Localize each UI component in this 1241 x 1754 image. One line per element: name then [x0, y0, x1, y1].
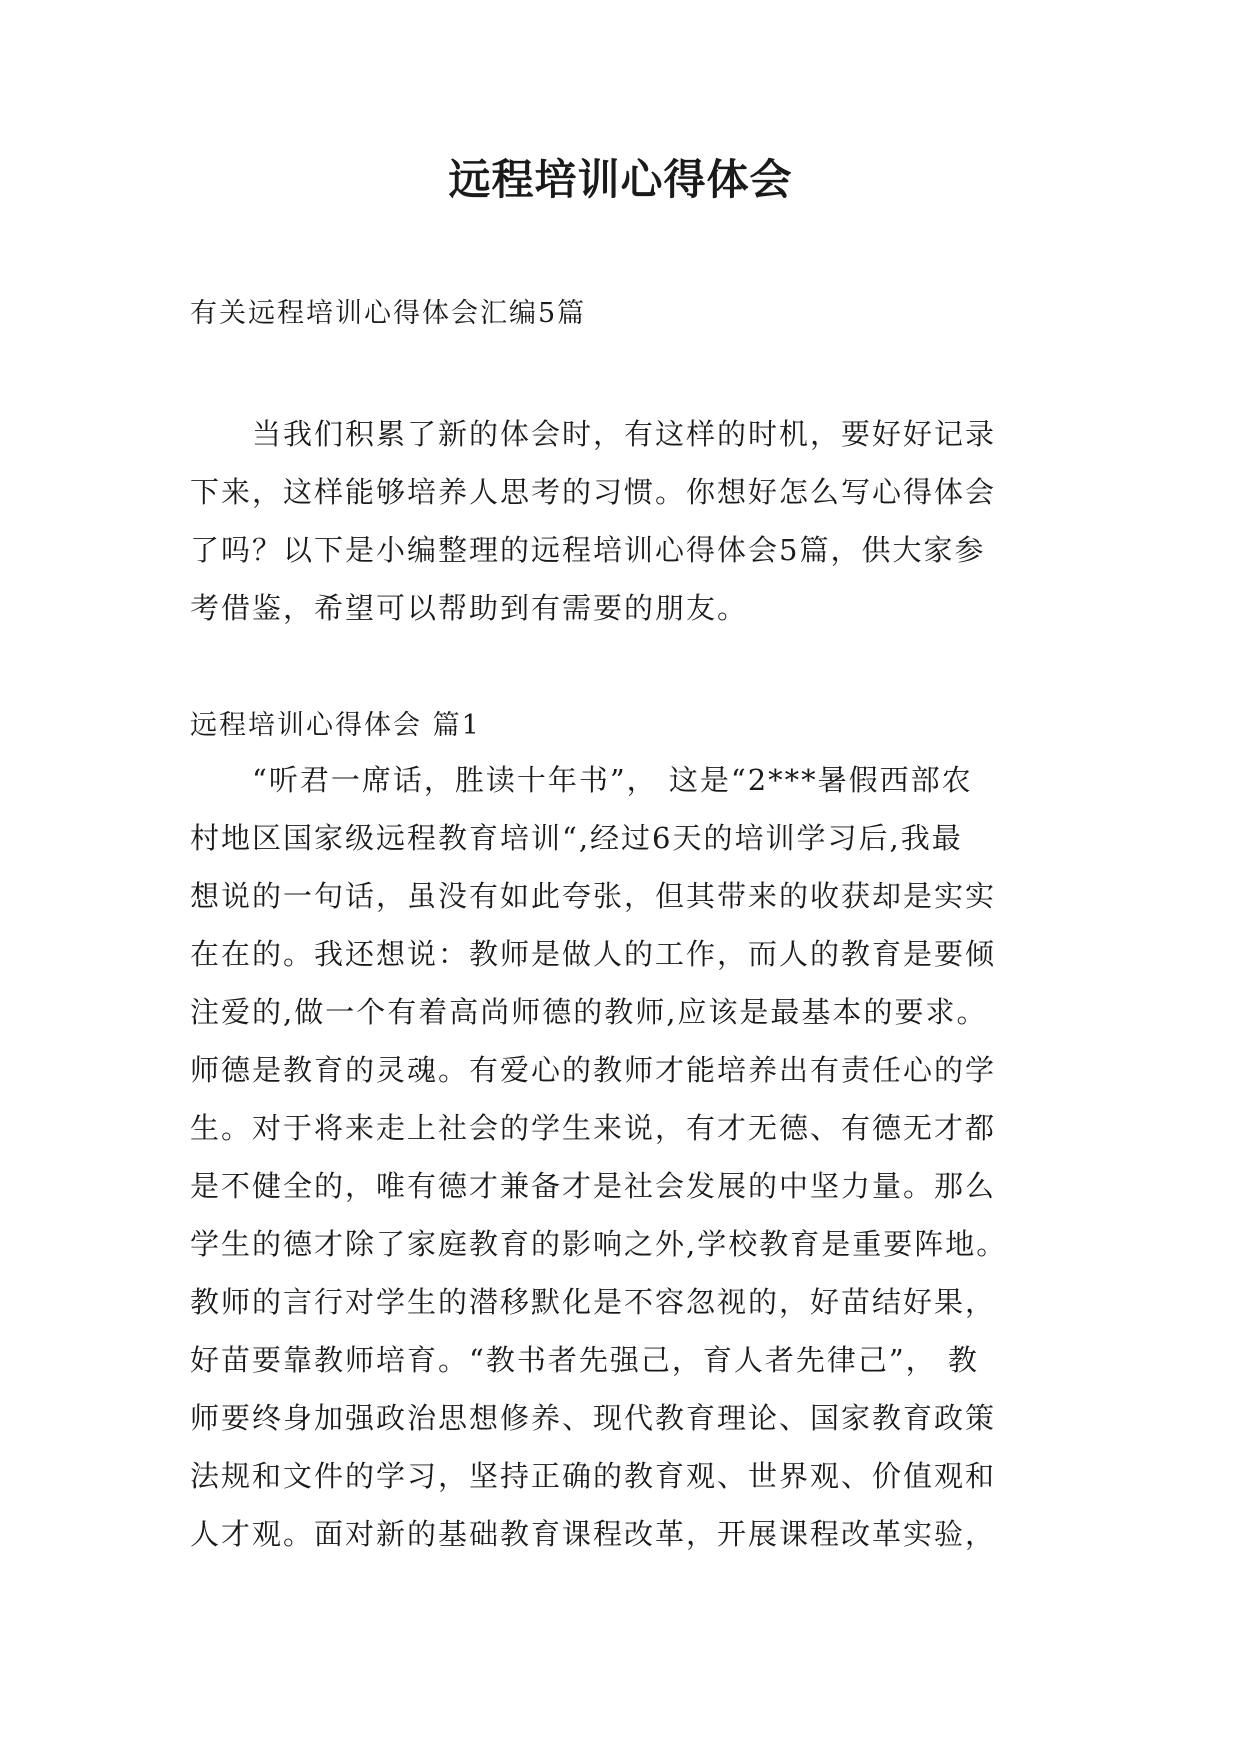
- paragraph-line: 人才观。面对新的基础教育课程改革，开展课程改革实验，: [190, 1517, 997, 1551]
- paragraph-line: 村地区国家级远程教育培训“,经过6天的培训学习后,我最: [190, 821, 963, 855]
- paragraph-line: 好苗要靠教师培育。“教书者先强己，育人者先律己”， 教: [190, 1343, 979, 1377]
- document-title: 远程培训心得体会: [448, 155, 793, 204]
- paragraph-line: 师要终身加强政治思想修养、现代教育理论、国家教育政策: [190, 1401, 997, 1435]
- paragraph-line: 法规和文件的学习，坚持正确的教育观、世界观、价值观和: [190, 1459, 997, 1493]
- paragraph-line: “听君一席话，胜读十年书”， 这是“2***暑假西部农: [190, 763, 973, 797]
- paragraph-line: 当我们积累了新的体会时，有这样的时机，要好好记录: [190, 417, 997, 451]
- paragraph-line: 学生的德才除了家庭教育的影响之外,学校教育是重要阵地。: [190, 1227, 1008, 1261]
- paragraph-line: 教师的言行对学生的潜移默化是不容忽视的，好苗结好果，: [190, 1285, 997, 1319]
- paragraph-line: 下来，这样能够培养人思考的习惯。你想好怎么写心得体会: [190, 475, 997, 509]
- paragraph-line: 想说的一句话，虽没有如此夸张，但其带来的收获却是实实: [190, 879, 997, 913]
- document-subtitle: 有关远程培训心得体会汇编5篇: [190, 298, 587, 329]
- paragraph-line: 师德是教育的灵魂。有爱心的教师才能培养出有责任心的学: [190, 1053, 997, 1087]
- paragraph-line: 考借鉴，希望可以帮助到有需要的朋友。: [190, 591, 749, 625]
- intro-paragraph: [190, 405, 1070, 637]
- paragraph-line: 注爱的,做一个有着高尚师德的教师,应该是最基本的要求。: [190, 995, 988, 1029]
- paragraph-line: 在在的。我还想说：教师是做人的工作，而人的教育是要倾: [190, 937, 997, 971]
- section-heading: 远程培训心得体会 篇1: [190, 710, 481, 741]
- paragraph-line: 生。对于将来走上社会的学生来说，有才无德、有德无才都: [190, 1111, 997, 1145]
- paragraph-line: 了吗？以下是小编整理的远程培训心得体会5篇，供大家参: [190, 533, 986, 567]
- body-paragraph: [190, 751, 1070, 1563]
- paragraph-line: 是不健全的，唯有德才兼备才是社会发展的中坚力量。那么: [190, 1169, 997, 1203]
